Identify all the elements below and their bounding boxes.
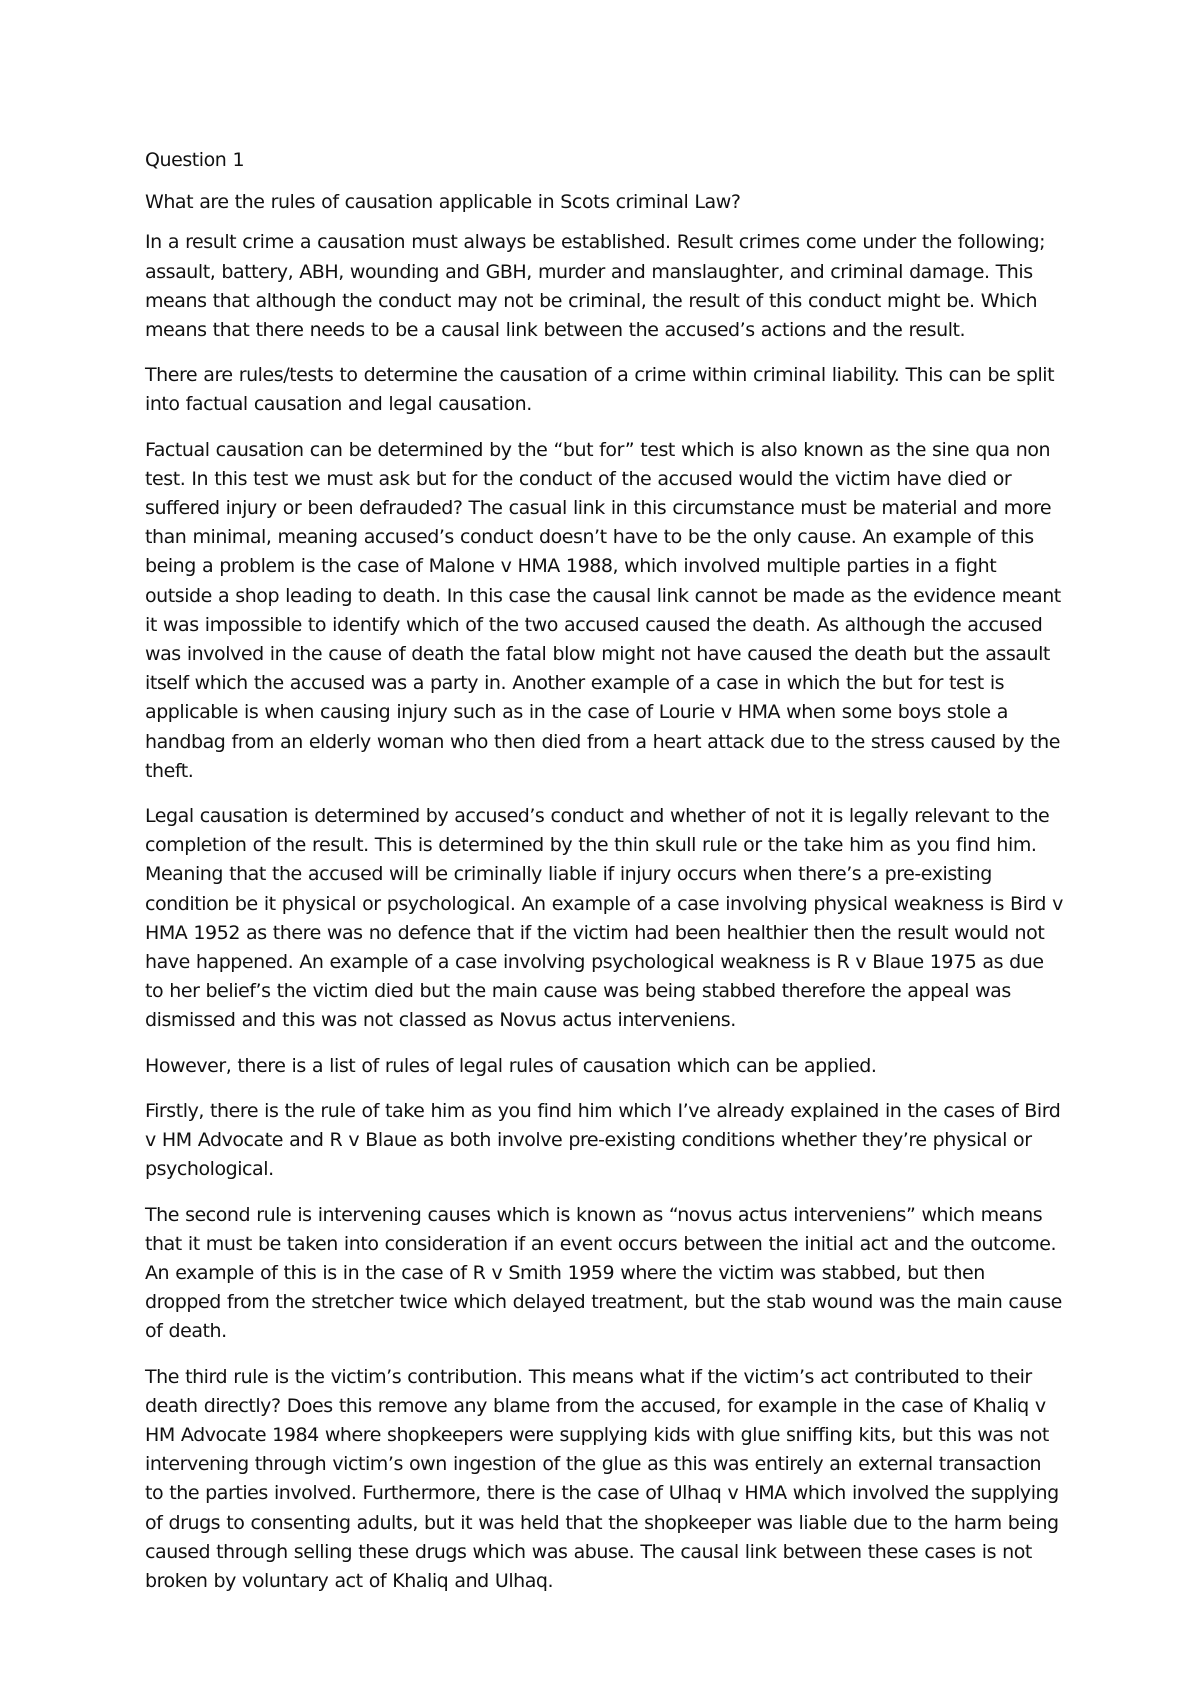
paragraph-legal-causation: Legal causation is determined by accused’s conduct and whether of not it is legally relevant to the completion of the result. This is determined by the thin skull rule or the take him as you find him. Meaning that the accused will be criminally liable if injury occurs when there’s a pre-existing condition be it physical or psychological. An example of a case involving physical weakness is Bird v HMA 1952 as there was no defence that if the victim had been healthier then the result would not have happened. An example of a case involving psychological weakness is R v Blaue 1975 as due to her belief’s the victim died but the main cause was being stabbed therefore the appeal was dismissed and this was not classed as Novus actus interveniens. <box>145 805 1063 1032</box>
document-body <box>145 146 1065 1612</box>
paragraph-first-rule: Firstly, there is the rule of take him as you find him which I’ve already explained in the cases of Bird v HM Advocate and R v Blaue as both involve pre-existing conditions whether they’re physical or psychological. <box>145 1099 1061 1181</box>
paragraph-third-rule: The third rule is the victim’s contribution. This means what if the victim’s act contributed to their death directly? Does this remove any blame from the accused, for example in the case of Khaliq v HM Advocate 1984 where shopkeepers were supplying kids with glue sniffing kits, but this was not intervening through victim’s own ingestion of the glue as this was entirely an external transaction to the parties involved. Furthermore, there is the case of Ulhaq v HMA which involved the supplying of drugs to consenting adults, but it was held that the shopkeeper was liable due to the harm being caused through selling these drugs which was abuse. The causal link between these cases is not broken by voluntary act of Khaliq and Ulhaq. <box>145 1365 1059 1592</box>
paragraph-rules-tests: There are rules/tests to determine the causation of a crime within criminal liability. This can be split into factual causation and legal causation. <box>145 364 1055 416</box>
document-title: Question 1 <box>145 149 245 171</box>
paragraph-second-rule: The second rule is intervening causes which is known as “novus actus interveniens” which means that it must be taken into consideration if an event occurs between the initial act and the outcome. An example of this is in the case of R v Smith 1959 where the victim was stabbed, but then dropped from the stretcher twice which delayed treatment, but the stab wound was the main cause of death. <box>145 1203 1062 1343</box>
paragraph-result-crime: In a result crime a causation must always be established. Result crimes come under the following; assault, battery, ABH, wounding and GBH, murder and manslaughter, and criminal damage. This means that although the conduct may not be criminal, the result of this conduct might be. Which means that there needs to be a causal link between the accused’s actions and the result. <box>145 231 1046 342</box>
question-text: What are the rules of causation applicable in Scots criminal Law? <box>145 191 741 214</box>
paragraph-list-of-rules: However, there is a list of rules of legal rules of causation which can be applied. <box>145 1054 877 1077</box>
paragraph-factual-causation: Factual causation can be determined by the “but for” test which is also known as the sine qua non test. In this test we must ask but for the conduct of the accused would the victim have died or suffered injury or been defrauded? The casual link in this circumstance must be material and more than minimal, meaning accused’s conduct doesn’t have to be the only cause. An example of this being a problem is the case of Malone v HMA 1988, which involved multiple parties in a fight outside a shop leading to death. In this case the causal link cannot be made as the evidence meant it was impossible to identify which of the two accused caused the death. As although the accused was involved in the cause of death the fatal blow might not have caused the death but the assault itself which the accused was a party in. Another example of a case in which the but for test is applicable is when causing injury such as in the case of Lourie v HMA when some boys stole a handbag from an elderly woman who then died from a heart attack due to the stress caused by the theft. <box>145 438 1061 782</box>
